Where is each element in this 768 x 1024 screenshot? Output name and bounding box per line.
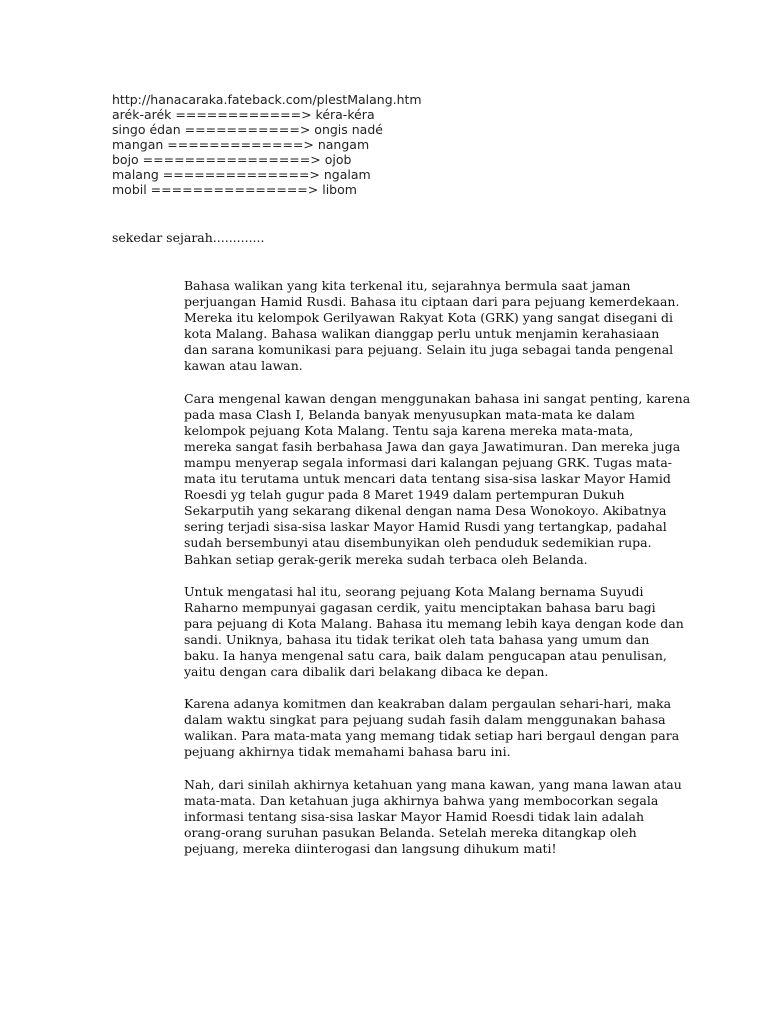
text-line: sudah bersembunyi atau disembunyikan oleh penduduk sedemikian rupa. — [184, 535, 652, 551]
word-list — [112, 92, 422, 197]
text-line: Cara mengenal kawan dengan menggunakan bahasa ini sangat penting, karena — [184, 390, 691, 406]
text-line: Raharno mempunyai gagasan cerdik, yaitu menciptakan bahasa baru bagi — [184, 599, 656, 615]
text-line: perjuangan Hamid Rusdi. Bahasa itu ciptaan dari para pejuang kemerdekaan. — [184, 294, 680, 310]
paragraph-1 — [184, 278, 680, 375]
text-line: dan sarana komunikasi para pejuang. Selain itu juga sebagai tanda pengenal — [184, 342, 674, 358]
text-line: kota Malang. Bahasa walikan dianggap perlu untuk menjamin kerahasiaan — [184, 326, 660, 342]
text-line: baku. Ia hanya mengenal satu cara, baik dalam pengucapan atau penulisan, — [184, 647, 667, 663]
text-line: Mereka itu kelompok Gerilyawan Rakyat Kota (GRK) yang sangat disegani di — [184, 310, 673, 326]
text-line: mata itu terutama untuk mencari data tentang sisa-sisa laskar Mayor Hamid — [184, 471, 671, 487]
text-line: Bahasa walikan yang kita terkenal itu, sejarahnya bermula saat jaman — [184, 278, 631, 293]
text-line: Roesdi yg telah gugur pada 8 Maret 1949 dalam pertempuran Dukuh — [184, 487, 625, 503]
word-pair-line: singo édan ===========> ongis nadé — [112, 122, 383, 137]
text-line: orang-orang suruhan pasukan Belanda. Setelah mereka ditangkap oleh — [184, 824, 637, 840]
text-line: mereka sangat fasih berbahasa Jawa dan gaya Jawatimuran. Dan mereka juga — [184, 438, 681, 454]
text-line: walikan. Para mata-mata yang memang tidak setiap hari bergaul dengan para — [184, 728, 680, 744]
paragraph-5 — [184, 776, 682, 857]
source-url: http://hanacaraka.fateback.com/plestMalang.htm — [112, 92, 422, 107]
text-line: pada masa Clash I, Belanda banyak menyusupkan mata-mata ke dalam — [184, 406, 635, 422]
word-pair-line: mobil ===============> libom — [112, 182, 357, 197]
text-line: Nah, dari sinilah akhirnya ketahuan yang mana kawan, yang mana lawan atau — [184, 776, 682, 792]
word-pair-line: bojo ================> ojob — [112, 152, 352, 167]
text-line: Karena adanya komitmen dan keakraban dalam pergaulan sehari-hari, maka — [184, 696, 672, 712]
text-line: kawan atau lawan. — [184, 358, 303, 374]
paragraph-2 — [184, 390, 691, 568]
text-line: sering terjadi sisa-sisa laskar Mayor Hamid Rusdi yang tertangkap, padahal — [184, 519, 667, 535]
text-line: yaitu dengan cara dibalik dari belakang dibaca ke depan. — [184, 664, 549, 680]
text-line: para pejuang di Kota Malang. Bahasa itu memang lebih kaya dengan kode dan — [184, 615, 684, 631]
text-line: dalam waktu singkat para pejuang sudah fasih dalam menggunakan bahasa — [184, 712, 666, 728]
history-text — [184, 278, 691, 873]
word-pair-line: arék-arék ============> kéra-kéra — [112, 107, 375, 122]
section-heading: sekedar sejarah............. — [112, 230, 265, 245]
text-line: informasi tentang sisa-sisa laskar Mayor Hamid Roesdi tidak lain adalah — [184, 808, 645, 824]
paragraph-3 — [184, 583, 684, 681]
text-line: Untuk mengatasi hal itu, seorang pejuang Kota Malang bernama Suyudi — [184, 583, 644, 599]
text-line: Bahkan setiap gerak-gerik mereka sudah terbaca oleh Belanda. — [184, 551, 588, 567]
text-line: mampu menyerap segala informasi dari kalangan pejuang GRK. Tugas mata- — [184, 454, 673, 470]
word-pair-line: malang ==============> ngalam — [112, 167, 371, 182]
text-line: sandi. Uniknya, bahasa itu tidak terikat oleh tata bahasa yang umum dan — [184, 631, 650, 647]
text-line: mata-mata. Dan ketahuan juga akhirnya bahwa yang membocorkan segala — [184, 792, 659, 808]
word-pair-line: mangan =============> nangam — [112, 137, 370, 152]
text-line: pejuang, mereka diinterogasi dan langsung dihukum mati! — [184, 840, 557, 856]
text-line: Sekarputih yang sekarang dikenal dengan nama Desa Wonokoyo. Akibatnya — [184, 503, 667, 519]
text-line: pejuang akhirnya tidak memahami bahasa baru ini. — [184, 744, 511, 760]
paragraph-4 — [184, 696, 680, 760]
text-line: kelompok pejuang Kota Malang. Tentu saja karena mereka mata-mata, — [184, 422, 634, 438]
